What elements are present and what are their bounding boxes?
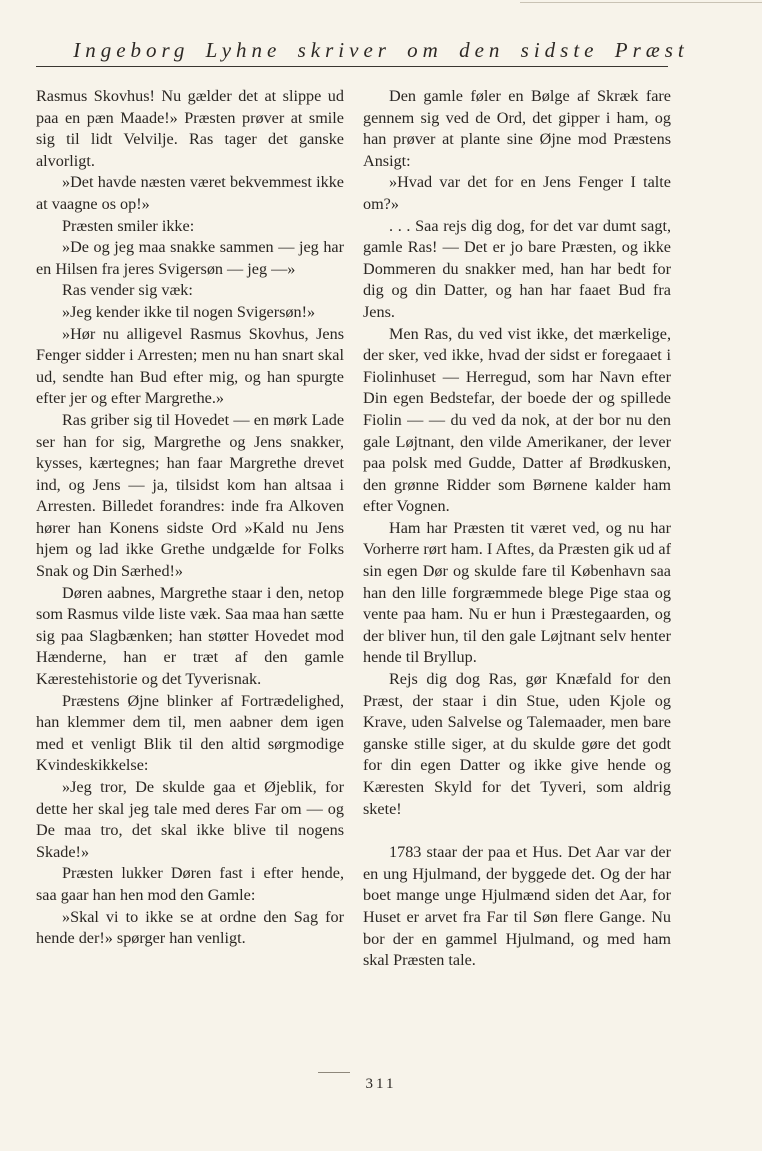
running-header: Ingeborg Lyhne skriver om den sidste Præst: [73, 38, 689, 62]
paragraph: Rejs dig dog Ras, gør Knæfald for den Præst, der staar i din Stue, uden Kjole og Krave, uden Salvelse og Talemaader, men bare ganske stille siger, at du skulde gøre det godt for din egen Datter og ikke give hende og Kæresten Skyld for det Tyveri, som aldrig skete!: [363, 670, 671, 818]
paragraph: Ras vender sig væk:: [62, 281, 193, 300]
paragraph: Den gamle føler en Bølge af Skræk fare gennem sig ved de Ord, det gipper i ham, og han prøver at plante sine Øjne mod Præstens Ansigt:: [363, 87, 671, 170]
paragraph: Men Ras, du ved vist ikke, det mærkelige, der sker, ved ikke, hvad der sidst er foregaaet i Fiolinhuset — Herregud, som har Navn efter Din egen Bedstefar, der boede der og spillede Fiolin — — du ved da nok, at der bor nu den gale Løjtnant, den vilde Amerikaner, der lever paa polsk med Gudde, Datter af Brødkusken, den grønne Ridder som Børnene kalder ham efter Vognen.: [363, 324, 671, 516]
paragraph: Præsten lukker Døren fast i efter hende, saa gaar han hen mod den Gamle:: [36, 864, 344, 904]
header-rule: [36, 66, 668, 67]
page-number: 311: [365, 1076, 397, 1092]
page-number-rule: [318, 1072, 350, 1073]
paragraph: Ham har Præsten tit været ved, og nu har Vorherre rørt ham. I Aftes, da Præsten gik ud af sin egen Dør og skulde fare til København saa han den lille forgræmmede blege Pige staa og vente paa ham. Nu er hun i Præstegaarden, og der bliver hun, til den gale Løjtnant selv henter hende til Bryllup.: [363, 518, 671, 667]
right-column: [363, 86, 671, 972]
section-break: [363, 820, 671, 842]
paragraph: »Hvad var det for en Jens Fenger I talte om?»: [363, 173, 671, 213]
paragraph: Rasmus Skovhus! Nu gælder det at slippe ud paa en pæn Maade!» Præsten prøver at smile sig til lidt Velvilje. Ras tager det ganske alvorligt.: [36, 87, 344, 170]
paragraph: »Hør nu alligevel Rasmus Skovhus, Jens Fenger sidder i Arresten; men nu han snart skal ud, sendte han Bud efter mig, og han spurgte efter jer og efter Margrethe.»: [36, 324, 344, 408]
paragraph: . . . Saa rejs dig dog, for det var dumt sagt, gamle Ras! — Det er jo bare Præsten, og ikke Dommeren du snakker med, han har bedt for dig og din Datter, og han har faaet Bud fra Jens.: [363, 216, 671, 321]
paragraph: »De og jeg maa snakke sammen — jeg har en Hilsen fra jeres Svigersøn — jeg —»: [36, 238, 344, 278]
top-edge-line: [520, 2, 762, 3]
paragraph: Døren aabnes, Margrethe staar i den, netop som Rasmus vilde liste væk. Saa maa han sætte sig paa Slagbænken; han støtter Hovedet mod Hænderne, han er træt af den gamle Kærestehistorie og det Tyverisnak.: [36, 583, 344, 689]
paragraph: 1783 staar der paa et Hus. Det Aar var der en ung Hjulmand, der byggede det. Og der har boet mange unge Hjulmænd siden det Aar, for Huset er arvet fra Far til Søn flere Gange. Nu bor der en gammel Hjulmand, og med ham skal Præsten tale.: [363, 843, 671, 970]
paragraph: »Jeg tror, De skulde gaa et Øjeblik, for dette her skal jeg tale med deres Far om — og De maa tro, det skal ikke blive til nogens Skade!»: [36, 778, 344, 861]
left-column: [36, 86, 344, 950]
paragraph: Ras griber sig til Hovedet — en mørk Lade ser han for sig, Margrethe og Jens snakker, kysses, kærtegnes; han faar Margrethe drevet ind, og Jens — ja, tilsidst kom han altsaa i Arresten. Billedet forandres: inde fra Alkoven hører han Konens sidste Ord »Kald nu Jens hjem og lad ikke Grethe undgælde for Folks Snak og Din Særhed!»: [36, 410, 344, 581]
paragraph: Præstens Øjne blinker af Fortrædelighed, han klemmer dem til, men aabner dem igen med et venligt Blik til den altid sørgmodige Kvindeskikkelse:: [36, 691, 344, 775]
paragraph: »Det havde næsten været bekvemmest ikke at vaagne os op!»: [36, 173, 344, 213]
paragraph: »Skal vi to ikke se at ordne den Sag for hende der!» spørger han venligt.: [36, 907, 344, 948]
paragraph: Præsten smiler ikke:: [62, 216, 195, 235]
paragraph: »Jeg kender ikke til nogen Svigersøn!»: [62, 302, 316, 321]
